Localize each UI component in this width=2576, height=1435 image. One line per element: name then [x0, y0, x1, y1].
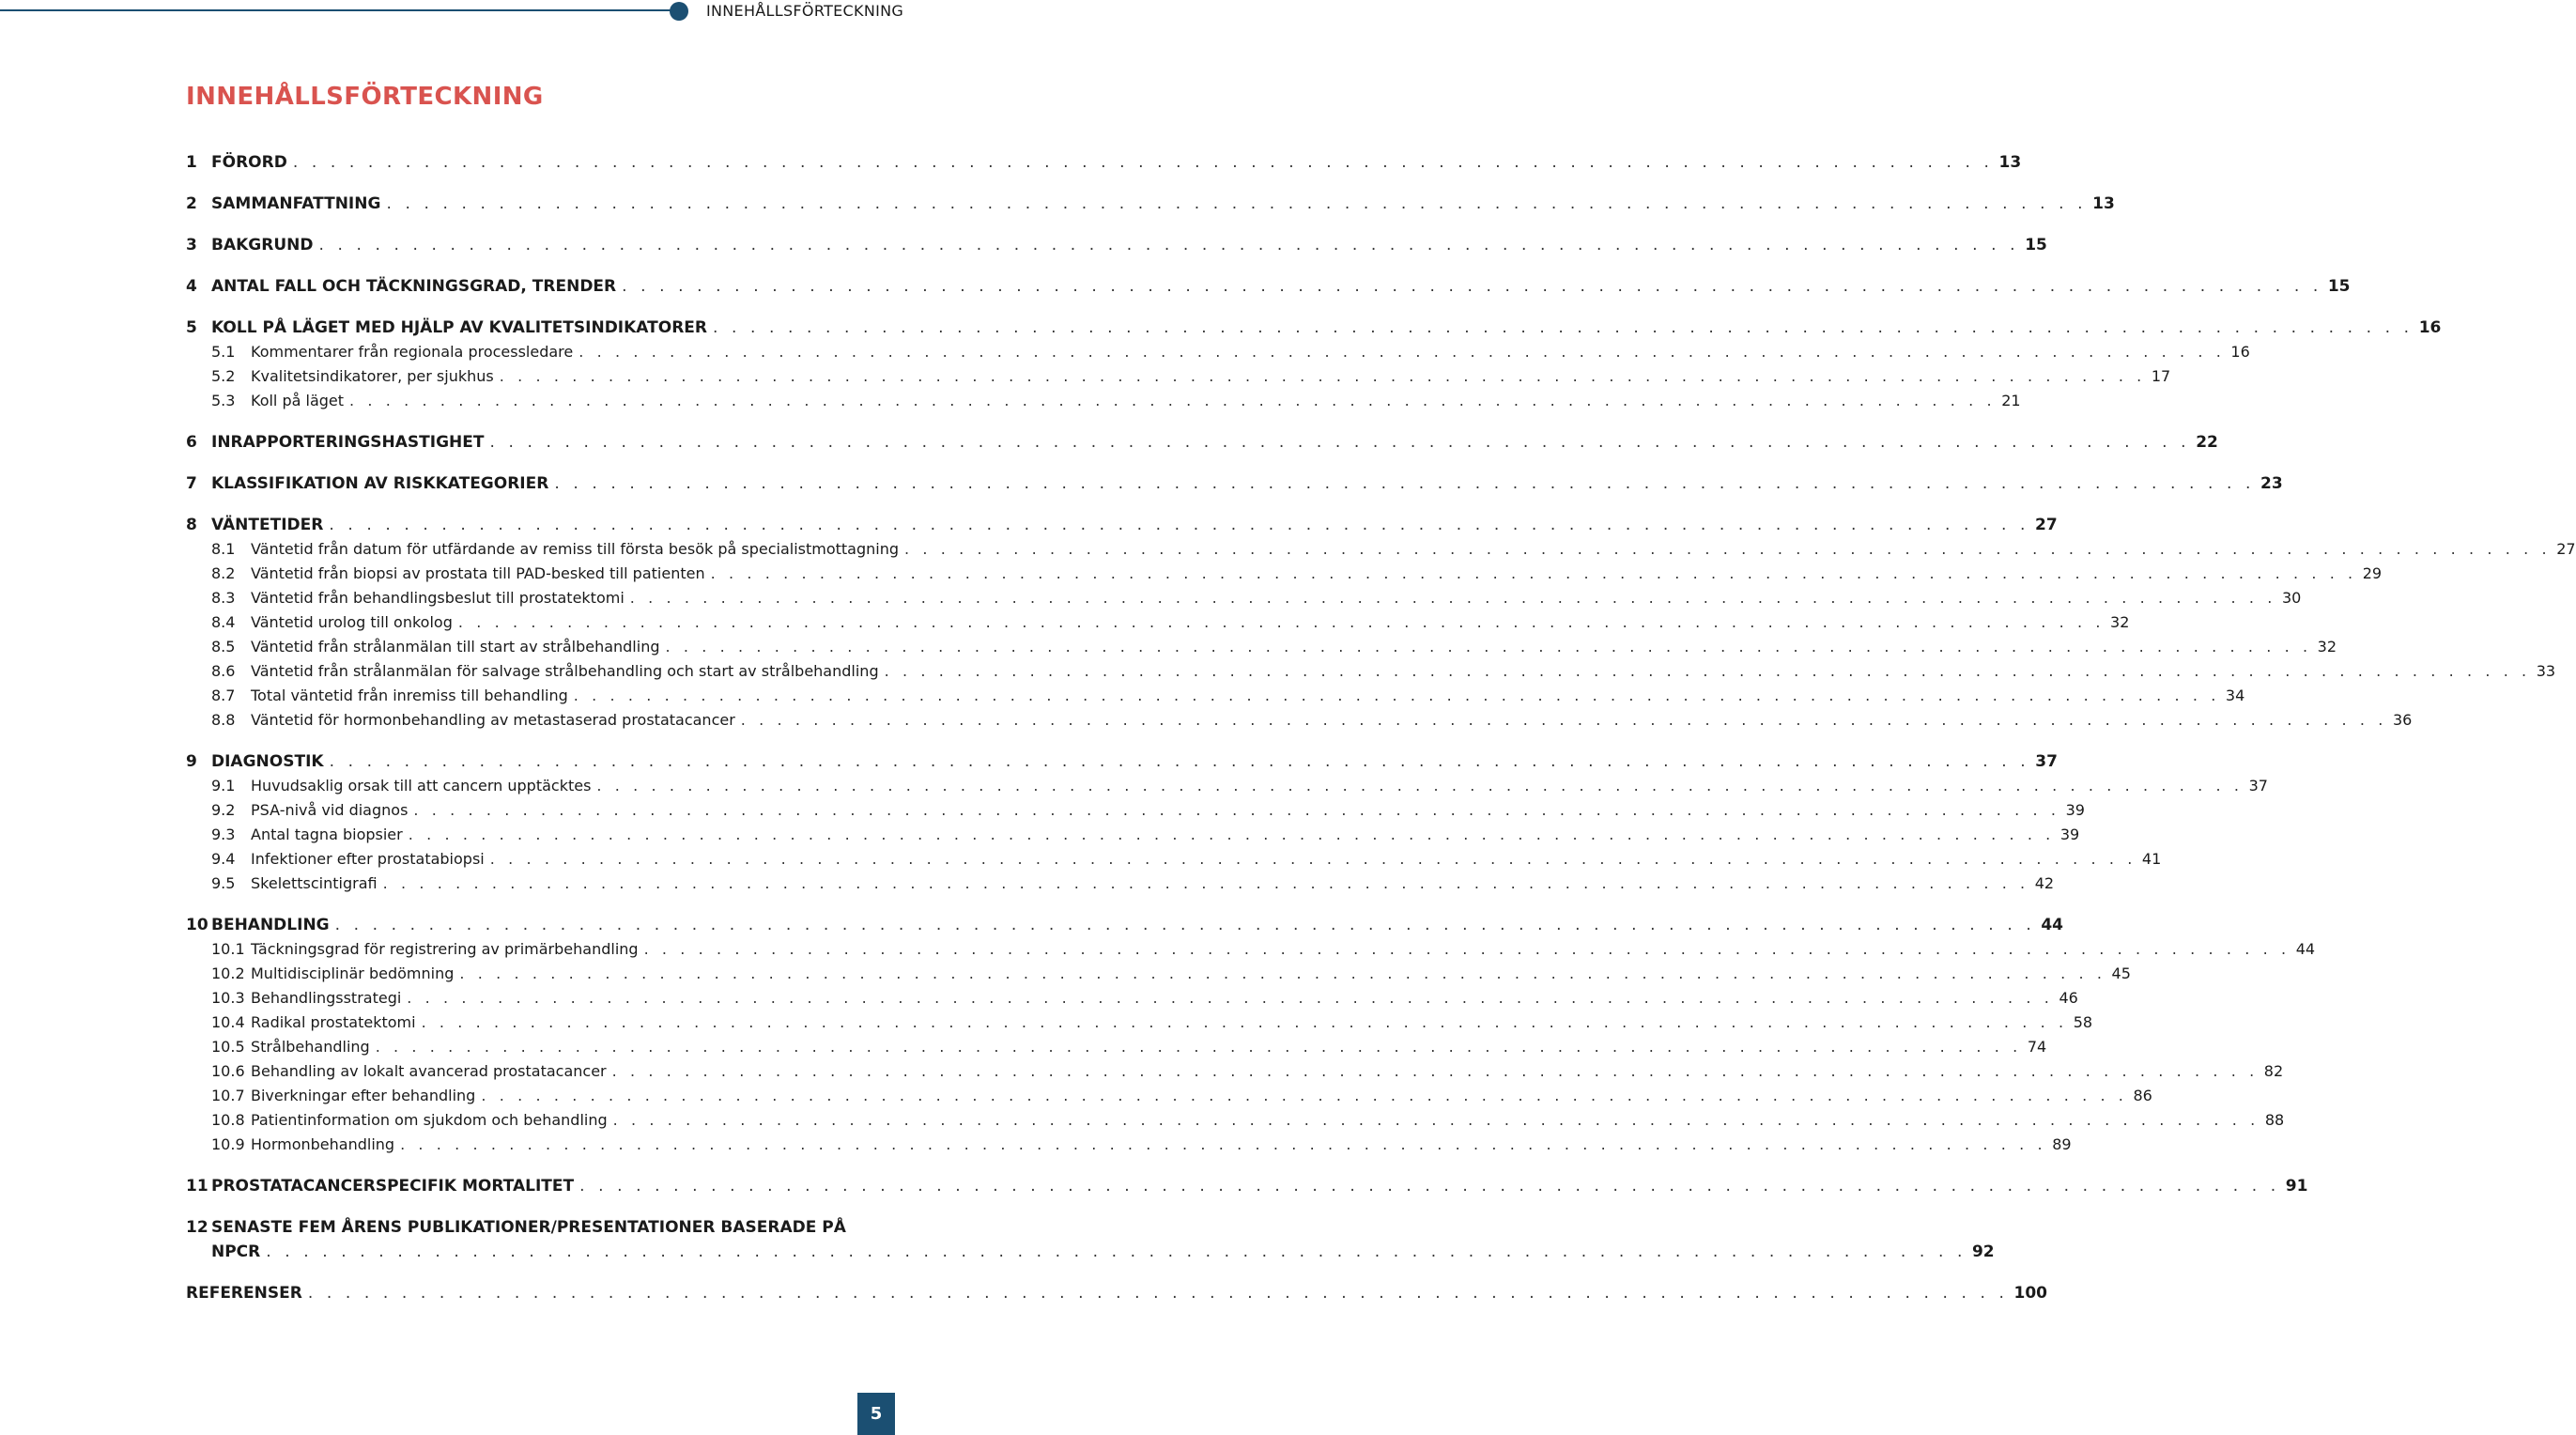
toc-chapter[interactable] [186, 316, 2442, 340]
toc-title: Strålbehandling [251, 1038, 370, 1056]
toc-page: 22 [2196, 433, 2218, 452]
toc-page: 44 [2041, 916, 2064, 934]
header-dot [670, 2, 688, 21]
dot-leader [407, 986, 2053, 1011]
dot-leader [885, 659, 2531, 684]
toc-section[interactable] [186, 1059, 2284, 1084]
toc-number: 10.6 [211, 1062, 245, 1080]
toc-title: Huvudsaklig orsak till att cancern upptäcktes [251, 777, 592, 795]
toc-page: 33 [2536, 662, 2556, 680]
toc-section[interactable] [186, 823, 2080, 847]
toc-section[interactable] [186, 798, 2085, 823]
toc-chapter[interactable] [186, 430, 2218, 455]
toc-section[interactable] [186, 364, 2171, 389]
toc-number: 4 [186, 277, 197, 296]
toc-title: REFERENSER [186, 1284, 302, 1303]
table-of-contents [186, 150, 2576, 1305]
dot-leader [422, 1011, 2068, 1035]
toc-page: 32 [2317, 638, 2337, 656]
dot-leader [579, 1174, 2280, 1198]
toc-page: 92 [1971, 1242, 1995, 1261]
dot-leader [711, 562, 2357, 586]
toc-page: 23 [2260, 474, 2283, 493]
toc-number: 8.2 [211, 564, 236, 582]
dot-leader [554, 471, 2255, 496]
toc-number: 12 [186, 1218, 208, 1237]
toc-title: Väntetid urolog till onkolog [251, 613, 453, 631]
toc-title: Antal tagna biopsier [251, 826, 403, 843]
toc-chapter[interactable] [186, 1174, 2308, 1198]
toc-title: Väntetid från behandlingsbeslut till prostatektomi [251, 589, 625, 607]
dot-leader [349, 389, 1996, 413]
toc-page: 15 [2327, 277, 2351, 296]
toc-page: 44 [2295, 940, 2316, 958]
toc-number: 9 [186, 752, 197, 771]
toc-section[interactable] [186, 340, 2250, 364]
toc-page: 13 [2092, 194, 2115, 213]
dot-leader [741, 708, 2387, 733]
toc-page: 86 [2133, 1087, 2152, 1104]
toc-title: Multidisciplinär bedömning [251, 964, 455, 982]
toc-title: PROSTATACANCERSPECIFIK MORTALITET [211, 1177, 575, 1196]
dot-leader [713, 316, 2414, 340]
toc-section[interactable] [186, 1084, 2152, 1108]
dot-leader [329, 513, 2029, 537]
toc-title: Väntetid från biopsi av prostata till PAD-besked till patienten [251, 564, 705, 582]
toc-number: 3 [186, 236, 197, 255]
toc-page: 88 [2264, 1111, 2285, 1129]
toc-title: Hormonbehandling [251, 1135, 395, 1153]
toc-page: 32 [2110, 613, 2130, 631]
toc-title: Väntetid från strålanmälan till start av strålbehandling [251, 638, 660, 656]
toc-number: 8.6 [211, 662, 236, 680]
toc-section[interactable] [186, 610, 2130, 635]
toc-number: 10.5 [211, 1038, 245, 1056]
toc-section[interactable] [186, 684, 2245, 708]
dot-leader [335, 913, 2036, 937]
toc-section[interactable] [186, 774, 2268, 798]
running-header: INNEHÅLLSFÖRTECKNING [706, 2, 904, 20]
toc-number: 11 [186, 1177, 208, 1196]
toc-title: VÄNTETIDER [211, 516, 324, 534]
toc-chapter[interactable] [186, 513, 2058, 537]
dot-leader [613, 1108, 2260, 1133]
toc-page: 36 [2392, 711, 2413, 729]
dot-leader [330, 749, 2030, 774]
toc-number: 7 [186, 474, 197, 493]
toc-page: 16 [2418, 318, 2442, 337]
toc-number: 10.7 [211, 1087, 245, 1104]
dot-leader [481, 1084, 2127, 1108]
toc-number: 8.5 [211, 638, 236, 656]
toc-section[interactable] [186, 1133, 2072, 1157]
toc-section[interactable] [186, 586, 2302, 610]
toc-section[interactable] [186, 962, 2131, 986]
toc-number: 5.1 [211, 343, 236, 361]
dot-leader [383, 872, 2029, 896]
dot-leader [386, 192, 2087, 216]
toc-page: 89 [2052, 1135, 2072, 1153]
toc-title: Kommentarer från regionala processledare [251, 343, 574, 361]
toc-chapter-line[interactable] [186, 1215, 902, 1240]
toc-title-cont: NPCR [211, 1242, 261, 1261]
dot-leader [413, 798, 2059, 823]
dot-leader [490, 847, 2136, 872]
toc-number: 10.9 [211, 1135, 245, 1153]
dot-leader [266, 1240, 1967, 1264]
toc-chapter[interactable] [186, 1281, 2048, 1305]
toc-chapter[interactable] [186, 913, 2064, 937]
toc-number: 6 [186, 433, 197, 452]
toc-title: Skelettscintigrafi [251, 874, 378, 892]
toc-number: 10.2 [211, 964, 245, 982]
toc-number: 8.7 [211, 687, 236, 704]
toc-title: SAMMANFATTNING [211, 194, 381, 213]
dot-leader [500, 364, 2146, 389]
dot-leader [490, 430, 2191, 455]
toc-number: 5 [186, 318, 197, 337]
toc-chapter[interactable] [186, 471, 2283, 496]
toc-section[interactable] [186, 872, 2055, 896]
toc-page: 27 [2035, 516, 2058, 534]
dot-leader [644, 937, 2291, 962]
toc-title: PSA-nivå vid diagnos [251, 801, 409, 819]
toc-entry[interactable] [186, 1240, 1995, 1264]
toc-title: Total väntetid från inremiss till behandling [251, 687, 568, 704]
toc-title: KOLL PÅ LÄGET MED HJÄLP AV KVALITETSINDIKATORER [211, 318, 707, 337]
dot-leader [622, 274, 2322, 299]
toc-title: Väntetid från strålanmälan för salvage strålbehandling och start av strålbehandling [251, 662, 879, 680]
page-number-badge [857, 1393, 895, 1435]
toc-page: 100 [2013, 1284, 2048, 1303]
toc-page: 21 [2001, 392, 2021, 409]
toc-title: Täckningsgrad för registrering av primärbehandling [251, 940, 639, 958]
toc-number: 9.5 [211, 874, 236, 892]
toc-section[interactable] [186, 635, 2337, 659]
toc-number: 8.3 [211, 589, 236, 607]
toc-section[interactable] [186, 847, 2162, 872]
toc-page: 42 [2034, 874, 2055, 892]
toc-section[interactable] [186, 389, 2021, 413]
toc-title: Infektioner efter prostatabiopsi [251, 850, 485, 868]
toc-title: Biverkningar efter behandling [251, 1087, 476, 1104]
toc-section[interactable] [186, 708, 2413, 733]
toc-page: 82 [2263, 1062, 2284, 1080]
toc-chapter[interactable] [186, 192, 2115, 216]
toc-page: 39 [2059, 826, 2080, 843]
toc-title: Patientinformation om sjukdom och behandling [251, 1111, 608, 1129]
dot-leader [612, 1059, 2259, 1084]
dot-leader [630, 586, 2276, 610]
dot-leader [458, 610, 2105, 635]
toc-chapter[interactable] [186, 233, 2047, 257]
toc-number: 8 [186, 516, 197, 534]
toc-page: 27 [2556, 540, 2576, 558]
dot-leader [904, 537, 2551, 562]
dot-leader [293, 150, 1994, 175]
toc-page: 58 [2073, 1013, 2093, 1031]
toc-number: 8.1 [211, 540, 236, 558]
toc-chapter[interactable] [186, 749, 2058, 774]
toc-page: 29 [2362, 564, 2383, 582]
toc-section[interactable] [186, 562, 2383, 586]
toc-number: 10.1 [211, 940, 245, 958]
toc-title: Behandling av lokalt avancerad prostatacancer [251, 1062, 607, 1080]
toc-number: 1 [186, 153, 197, 172]
toc-number: 5.2 [211, 367, 236, 385]
dot-leader [596, 774, 2243, 798]
toc-title: SENASTE FEM ÅRENS PUBLIKATIONER/PRESENTATIONER BASERADE PÅ [211, 1218, 846, 1237]
toc-page: 13 [1998, 153, 2022, 172]
toc-section[interactable] [186, 1035, 2047, 1059]
toc-title: Behandlingsstrategi [251, 989, 402, 1007]
toc-page: 16 [2230, 343, 2250, 361]
toc-page: 37 [2248, 777, 2268, 795]
dot-leader [459, 962, 2106, 986]
toc-section[interactable] [186, 986, 2078, 1011]
toc-title: INRAPPORTERINGSHASTIGHET [211, 433, 485, 452]
dot-leader [578, 340, 2225, 364]
toc-number: 9.4 [211, 850, 236, 868]
dot-leader [666, 635, 2312, 659]
toc-page: 30 [2281, 589, 2302, 607]
toc-page: 39 [2065, 801, 2085, 819]
toc-title: DIAGNOSTIK [211, 752, 324, 771]
toc-title: ANTAL FALL OCH TÄCKNINGSGRAD, TRENDER [211, 277, 617, 296]
toc-page: 41 [2141, 850, 2162, 868]
toc-title: Radikal prostatektomi [251, 1013, 416, 1031]
toc-title: BAKGRUND [211, 236, 314, 255]
toc-title: FÖRORD [211, 153, 287, 172]
toc-number: 10.4 [211, 1013, 245, 1031]
toc-page: 45 [2111, 964, 2131, 982]
toc-section[interactable] [186, 537, 2576, 562]
toc-number: 10 [186, 916, 208, 934]
toc-number: 8.4 [211, 613, 236, 631]
toc-page: 37 [2035, 752, 2058, 771]
toc-chapter[interactable] [186, 150, 2022, 175]
dot-leader [318, 233, 2019, 257]
toc-page: 34 [2225, 687, 2245, 704]
header-rule [0, 9, 672, 11]
toc-page: 15 [2025, 236, 2047, 255]
toc-page: 46 [2059, 989, 2078, 1007]
dot-leader [409, 823, 2055, 847]
toc-number: 9.3 [211, 826, 236, 843]
toc-number: 9.2 [211, 801, 236, 819]
page-title: INNEHÅLLSFÖRTECKNING [186, 83, 544, 111]
toc-title: BEHANDLING [211, 916, 330, 934]
toc-title: Koll på läget [251, 392, 345, 409]
toc-number: 10.8 [211, 1111, 245, 1129]
toc-page: 91 [2285, 1177, 2308, 1196]
toc-page: 17 [2151, 367, 2171, 385]
toc-number: 5.3 [211, 392, 236, 409]
toc-section[interactable] [186, 1108, 2285, 1133]
toc-number: 8.8 [211, 711, 236, 729]
dot-leader [400, 1133, 2046, 1157]
toc-title: Väntetid för hormonbehandling av metastaserad prostatacancer [251, 711, 735, 729]
dot-leader [308, 1281, 2009, 1305]
toc-title: Väntetid från datum för utfärdande av remiss till första besök på specialistmottagning [251, 540, 900, 558]
toc-title: KLASSIFIKATION AV RISKKATEGORIER [211, 474, 549, 493]
toc-number: 9.1 [211, 777, 236, 795]
dot-leader [574, 684, 2220, 708]
toc-number: 2 [186, 194, 197, 213]
toc-chapter[interactable] [186, 274, 2351, 299]
toc-section[interactable] [186, 659, 2556, 684]
toc-number: 10.3 [211, 989, 245, 1007]
toc-section[interactable] [186, 1011, 2093, 1035]
dot-leader [376, 1035, 2022, 1059]
toc-title: Kvalitetsindikatorer, per sjukhus [251, 367, 494, 385]
page-number: 5 [870, 1404, 883, 1424]
toc-page: 74 [2027, 1038, 2047, 1056]
toc-section[interactable] [186, 937, 2316, 962]
